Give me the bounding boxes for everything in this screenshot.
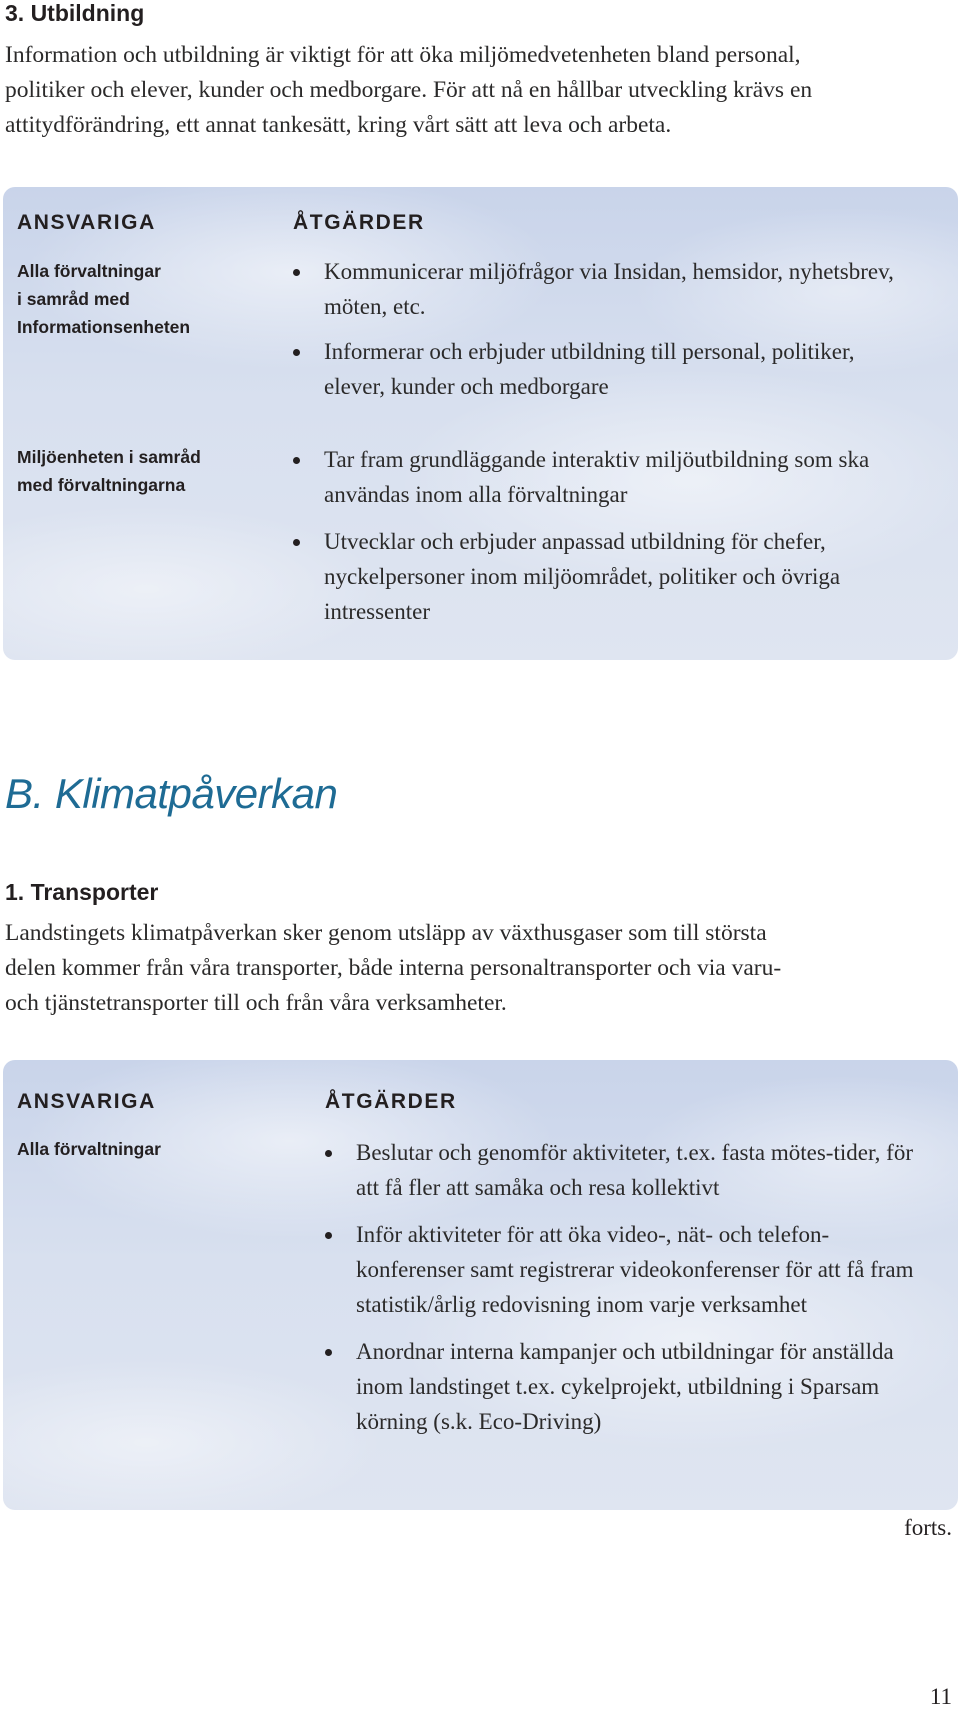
section-heading-utbildning: 3. Utbildning [5,0,145,26]
actions-column-header: ÅTGÄRDER [293,211,425,234]
action-item: Informerar och erbjuder utbildning till personal, politiker, elever, kunder och medborgare [291,334,911,404]
action-item: Inför aktiviteter för att öka video-, nät- och telefon-konferenser samt registrerar videokonferenser för att få fram statistik/årlig redovisning inom varje verksamhet [323,1217,928,1322]
paragraph-line: attitydförändring, ett annat tankesätt, kring vårt sätt att leva och arbeta. [5,112,672,138]
intro-paragraph-utbildning [5,38,955,143]
continued-marker: forts. [904,1515,952,1540]
paragraph-line: politiker och elever, kunder och medborgare. För att nå en hållbar utveckling krävs en [5,77,813,103]
responsible-label: Alla förvaltningar [17,1139,161,1159]
paragraph-line: Landstingets klimatpåverkan sker genom utsläpp av växthusgaser som till största [5,920,767,946]
action-item: Anordnar interna kampanjer och utbildningar för anställda inom landstinget t.ex. cykelprojekt, utbildning i Sparsam körning (s.k. Eco-Driving) [323,1334,928,1439]
actions-list [323,1135,928,1439]
actions-list [291,442,911,629]
responsible-column-header: ANSVARIGA [17,1090,156,1113]
actions-column-header: ÅTGÄRDER [325,1090,457,1113]
paragraph-line: och tjänstetransporter till och från våra verksamheter. [5,990,507,1016]
action-item: Beslutar och genomför aktiviteter, t.ex. fasta mötes-tider, för att få fler att samåka och resa kollektivt [323,1135,928,1205]
action-item: Utvecklar och erbjuder anpassad utbildning för chefer, nyckelpersoner inom miljöområdet, politiker och övriga intressenter [291,524,911,629]
paragraph-line: Information och utbildning är viktigt för att öka miljömedvetenheten bland personal, [5,42,801,68]
chapter-heading-klimatpaverkan: B. Klimatpåverkan [5,770,338,817]
responsible-column-header: ANSVARIGA [17,211,156,234]
action-item: Kommunicerar miljöfrågor via Insidan, hemsidor, nyhetsbrev, möten, etc. [291,254,911,324]
responsible-label: Alla förvaltningar i samråd med Informationsenheten [17,261,191,337]
responsibility-box-transporter [3,1060,958,1510]
paragraph-line: delen kommer från våra transporter, både interna personaltransporter och via varu- [5,955,782,981]
responsible-label: Miljöenheten i samråd med förvaltningarna [17,447,201,495]
section-heading-transporter: 1. Transporter [5,879,159,905]
page-number: 11 [929,1684,952,1709]
intro-paragraph-transporter [5,916,955,1021]
action-item: Tar fram grundläggande interaktiv miljöutbildning som ska användas inom alla förvaltningar [291,442,911,512]
actions-list [291,254,911,404]
responsibility-box-utbildning [3,187,958,660]
